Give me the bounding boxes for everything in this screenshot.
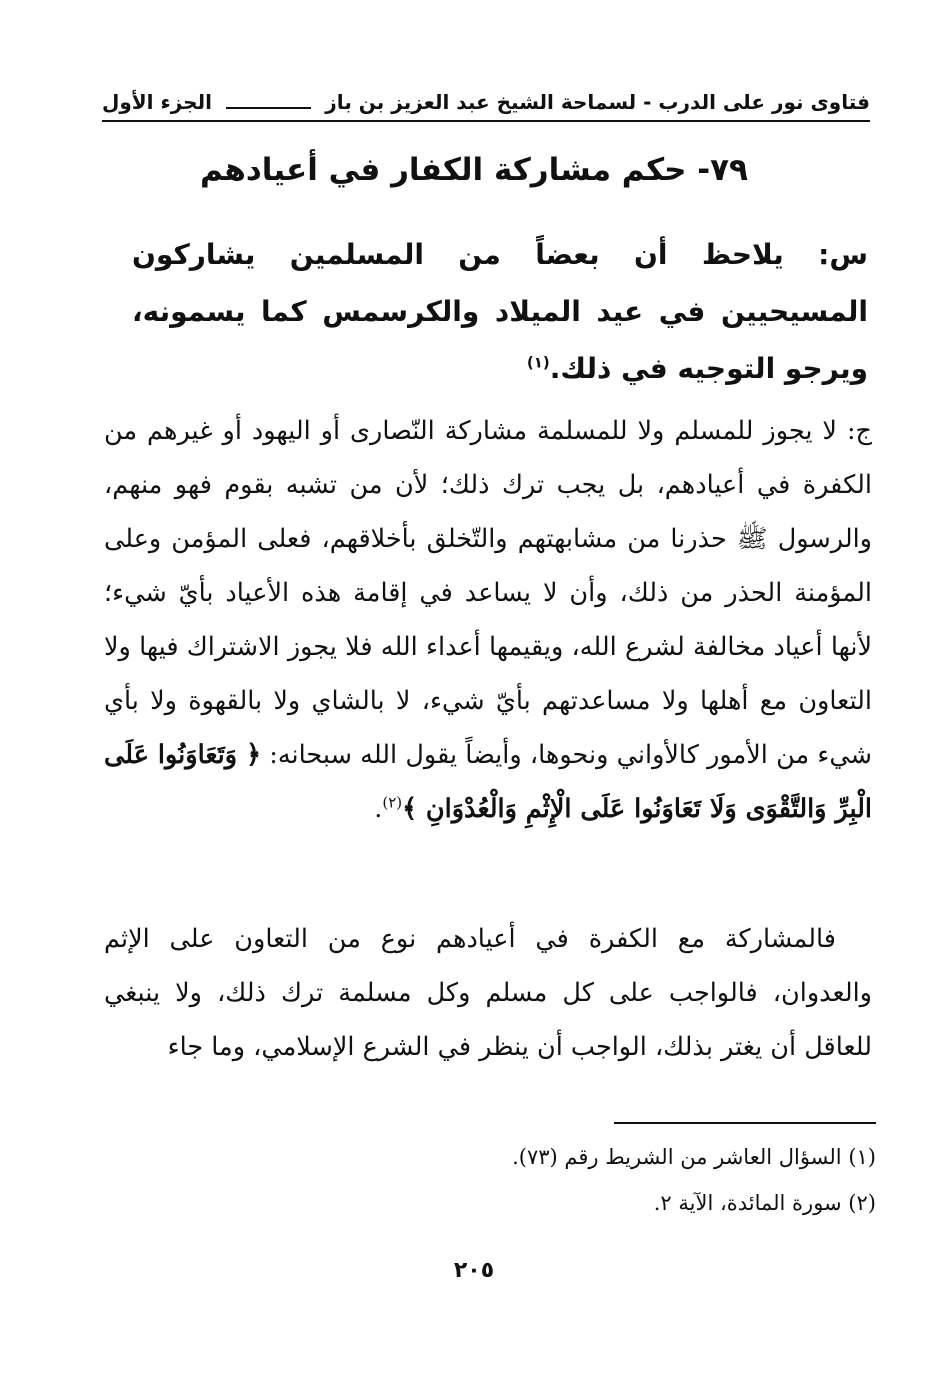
answer-paragraph: [104, 404, 872, 836]
answer-prefix: ج:: [846, 416, 872, 446]
answer-end: .: [374, 794, 383, 824]
footnotes: [100, 1134, 876, 1226]
page-number: ٢٠٥: [453, 1258, 495, 1283]
footnote-ref-1: (١): [526, 353, 550, 372]
answer-text: لا يجوز للمسلم ولا للمسلمة مشاركة النّصارى أو اليهود أو غيرهم من الكفرة في أعيادهم، بل يجب ترك ذلك؛ لأن من تشبه بقوم فهو منهم، والرسول ﷺ حذرنا من مشابهتهم والتّخلق بأخلاقهم، فعلى المؤمن وعلى المؤمنة الحذر من ذلك، وأن لا يساعد في إقامة هذه الأعياد بأيّ شيء؛ لأنها أعياد مخالفة لشرع الله، ويقيمها أعداء الله فلا يجوز الاشتراك فيها ولا التعاون مع أهلها ولا مساعدتهم بأيّ شيء، لا بالشاي ولا بالقهوة ولا بأي شيء من الأمور كالأواني ونحوها، وأيضاً يقول الله سبحانه:: [104, 416, 873, 770]
quran-verse: ﴿ وَتَعَاوَنُوا عَلَى الْبِرِّ وَالتَّقْوَى وَلَا تَعَاوَنُوا عَلَى الْإِثْمِ وَالْعُدْوَانِ ﴾: [104, 740, 872, 824]
footnote-ref-2: (٢): [382, 793, 403, 812]
footnote-1: (١) السؤال العاشر من الشريط رقم (٧٣).: [512, 1145, 876, 1169]
question-text: يلاحظ أن بعضاً من المسلمين يشاركون المسيحيين في عيد الميلاد والكرسمس كما يسمونه، ويرجو التوجيه في ذلك.: [132, 238, 868, 385]
book-title: فتاوى نور على الدرب - لسماحة الشيخ عبد العزيز بن باز: [325, 90, 870, 114]
part-label: الجزء الأول: [102, 90, 212, 114]
question-prefix: س:: [818, 238, 868, 271]
section-title: ٧٩- حكم مشاركة الكفار في أعيادهم: [200, 152, 748, 188]
footnote-2: (٢) سورة المائدة، الآية ٢.: [653, 1191, 876, 1215]
question-paragraph: [132, 226, 868, 397]
footnote-divider: [614, 1122, 876, 1124]
running-header: [102, 84, 870, 122]
continuation-paragraph: فالمشاركة مع الكفرة في أعيادهم نوع من التعاون على الإثم والعدوان، فالواجب على كل مسلم وكل مسلمة ترك ذلك، ولا ينبغي للعاقل أن يغتر بذلك، الواجب أن ينظر في الشرع الإسلامي، وما جاء: [104, 924, 872, 1062]
header-divider: [226, 95, 311, 109]
